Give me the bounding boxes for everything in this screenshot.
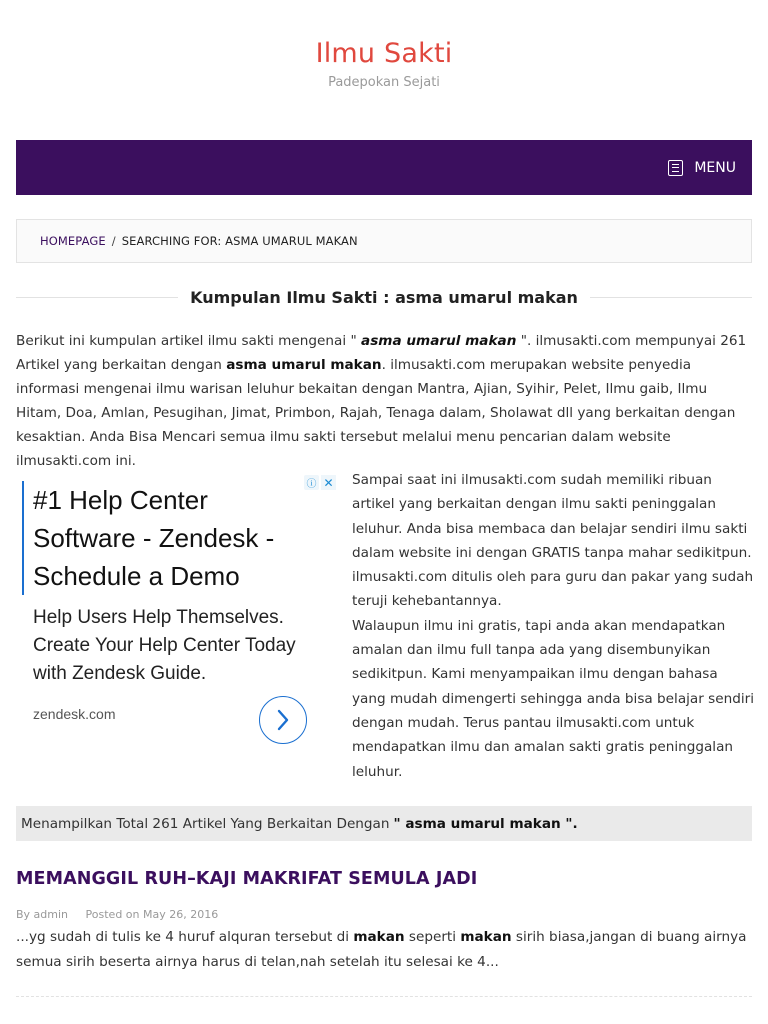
post-title-link[interactable]: MEMANGGIL RUH–KAJI MAKRIFAT SEMULA JADI <box>16 869 478 889</box>
excerpt-text-b: seperti <box>404 929 461 945</box>
list-icon <box>668 160 683 176</box>
ad-description: Help Users Help Themselves. Create Your Help Center Today with Zendesk Guide. <box>33 607 296 684</box>
ad-banner[interactable] <box>16 472 338 756</box>
results-total-keyword: " asma umarul makan ". <box>393 815 578 832</box>
post-date[interactable]: Posted on May 26, 2016 <box>85 908 219 921</box>
intro-text-b: ". ilmusakti.com mempunyai 261 Artikel yang berkaitan dengan <box>16 333 747 373</box>
breadcrumb-separator: / <box>111 234 116 248</box>
main-navbar <box>16 140 752 195</box>
side-paragraph-1: Sampai saat ini ilmusakti.com sudah memiliki ribuan artikel yang berkaitan dengan ilmu sakti peninggalan leluhur. Anda bisa membaca dan belajar sendiri ilmu sakti dalam website ini dengan GRATIS tanpa mahar sedikitpun. ilmusakti.com ditulis oleh para guru dan pakar yang sudah teruji kehebantannya. <box>352 472 754 610</box>
menu-button[interactable] <box>668 160 736 176</box>
section-heading: Kumpulan Ilmu Sakti : asma umarul makan <box>190 287 578 307</box>
side-paragraph-2: Walaupun ilmu ini gratis, tapi anda akan mendapatkan amalan dan ilmu full tanpa ada yang disembunyikan sedikitpun. Kami menyampaikan ilmu dengan bahasa yang mudah dimengerti sehingga anda bisa belajar sendiri dengan mudah. Terus pantau ilmusakti.com untuk mendapatkan ilmu dan amalan sakti gratis peninggalan leluhur. <box>352 617 755 780</box>
info-icon[interactable]: ⓘ <box>304 475 319 490</box>
intro-paragraph <box>16 329 752 473</box>
excerpt-text-a: ...yg sudah di tulis ke 4 huruf alquran tersebut di <box>16 929 354 945</box>
divider-right <box>590 297 752 298</box>
side-text <box>352 468 754 784</box>
excerpt-text-c: sirih biasa,jangan di buang airnya semua sirih beserta airnya harus di telan,nah setelah itu selesai ke 4... <box>16 929 747 970</box>
intro-keyword-2: asma umarul makan <box>226 357 382 373</box>
breadcrumb-current: SEARCHING FOR: ASMA UMARUL MAKAN <box>121 234 358 248</box>
post-excerpt <box>16 925 752 975</box>
site-title[interactable]: Ilmu Sakti <box>315 38 453 69</box>
breadcrumb-home-link[interactable]: HOMEPAGE <box>40 234 106 248</box>
intro-text-a: Berikut ini kumpulan artikel ilmu sakti mengenai " <box>16 333 362 349</box>
divider-left <box>16 297 178 298</box>
site-tagline: Padepokan Sejati <box>328 75 440 90</box>
section-title <box>16 284 752 310</box>
post-divider <box>16 996 752 997</box>
breadcrumb <box>16 219 752 263</box>
ad-headline[interactable]: #1 Help Center Software - Zendesk - Schedule a Demo <box>22 481 312 595</box>
excerpt-keyword-1: makan <box>353 929 405 945</box>
intro-text-c: . ilmusakti.com merupakan website penyedia informasi mengenai ilmu warisan leluhur bekaitan dengan Mantra, Ajian, Syihir, Pelet, Ilmu gaib, Ilmu Hitam, Doa, Amlan, Pesugihan, Jimat, Primbon, Rajah, Tenaga dalam, Sholawat dll yang berkaitan dengan kesaktian. Anda Bisa Mencari semua ilmu sakti tersebut melalui menu pencarian dalam website ilmusakti.com ini. <box>16 357 736 469</box>
results-total-bar <box>16 806 752 841</box>
excerpt-keyword-2: makan <box>460 929 512 945</box>
close-icon[interactable]: ✕ <box>321 475 336 490</box>
ad-open-button[interactable] <box>259 696 307 744</box>
menu-label: MENU <box>694 159 736 176</box>
chevron-right-icon <box>276 709 290 731</box>
results-total-text: Menampilkan Total 261 Artikel Yang Berkaitan Dengan <box>21 815 390 832</box>
post-author[interactable]: By admin <box>16 908 69 921</box>
ad-domain[interactable]: zendesk.com <box>33 706 116 722</box>
intro-keyword: asma umarul makan <box>361 333 517 349</box>
site-header <box>0 0 768 90</box>
post-meta <box>16 908 232 921</box>
